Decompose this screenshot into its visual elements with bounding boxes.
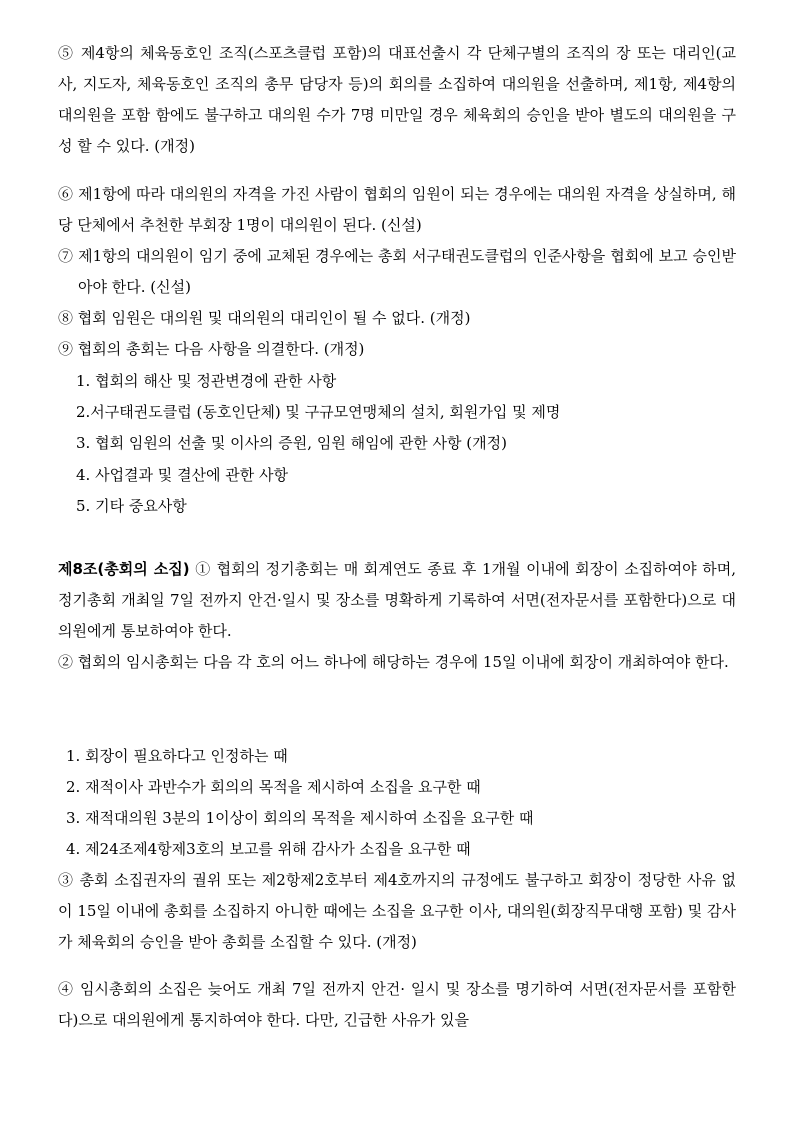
article-8-paragraph-2: ② 협회의 임시총회는 다음 각 호의 어느 하나에 해당하는 경우에 15일 이내에 회장이 개최하여야 한다. [58, 653, 729, 671]
paragraph-8: ⑧ 협회 임원은 대의원 및 대의원의 대리인이 될 수 없다. (개정) [58, 309, 471, 327]
article-8-p1-text: ① 협회의 정기총회는 매 회계연도 종료 후 1개월 이내에 회장이 소집하여야 하며, 정기총회 개최일 7일 전까지 안건·일시 및 장소를 명확하게 기록하여 서면(전자문서를 포함한다)으로 대의원에게 통보하여야 한다. [58, 560, 736, 640]
list-item: 4. 사업결과 및 결산에 관한 사항 [76, 466, 289, 484]
list-item: 5. 기타 중요사항 [76, 497, 187, 515]
paragraph-5: ⑤ 제4항의 체육동호인 조직(스포츠클럽 포함)의 대표선출시 각 단체구별의 조직의 장 또는 대리인(교사, 지도자, 체육동호인 조직의 총무 담당자 등)의 회의를 소집하여 대의원을 선출하며, 제1항, 제4항의 대의원을 포함 함에도 불구하고 대의원 수가 7명 미만일 경우 체육회의 승인을 받아 별도의 대의원을 구성 할 수 있다. (개정) [58, 44, 736, 155]
list-item: 4. 제24조제4항제3호의 보고를 위해 감사가 소집을 요구한 때 [66, 840, 471, 858]
article-8-paragraph-1 [58, 554, 736, 647]
list-item: 2. 재적이사 과반수가 회의의 목적을 제시하여 소집을 요구한 때 [66, 778, 481, 796]
article-8-paragraph-4: ④ 임시총회의 소집은 늦어도 개최 7일 전까지 안건· 일시 및 장소를 명기하여 서면(전자문서를 포함한다)으로 대의원에게 통지하여야 한다. 다만, 긴급한 사유가 있을 [58, 980, 736, 1029]
article-8-paragraph-3: ③ 총회 소집권자의 궐위 또는 제2항제2호부터 제4호까지의 규정에도 불구하고 회장이 정당한 사유 없이 15일 이내에 총회를 소집하지 아니한 때에는 소집을 요구한 이사, 대의원(회장직무대행 포함) 및 감사가 체육회의 승인을 받아 총회를 소집할 수 있다. (개정) [58, 871, 736, 951]
list-item: 3. 협회 임원의 선출 및 이사의 증원, 임원 해임에 관한 사항 (개정) [76, 434, 507, 452]
list-item: 3. 재적대의원 3분의 1이상이 회의의 목적을 제시하여 소집을 요구한 때 [66, 809, 534, 827]
paragraph-6: ⑥ 제1항에 따라 대의원의 자격을 가진 사람이 협회의 임원이 되는 경우에는 대의원 자격을 상실하며, 해당 단체에서 추천한 부회장 1명이 대의원이 된다. (신설) [58, 185, 736, 234]
article-8-heading: 제8조(총회의 소집) [58, 560, 190, 578]
paragraph-9: ⑨ 협회의 총회는 다음 사항을 의결한다. (개정) [58, 340, 365, 358]
list-item: 1. 회장이 필요하다고 인정하는 때 [66, 747, 288, 765]
list-item: 1. 협회의 해산 및 정관변경에 관한 사항 [76, 372, 337, 390]
list-item: 2.서구태권도클럽 (동호인단체) 및 구규모연맹체의 설치, 회원가입 및 제명 [76, 403, 561, 421]
paragraph-7: ⑦ 제1항의 대의원이 임기 중에 교체된 경우에는 총회 서구태권도클럽의 인준사항을 협회에 보고 승인받아야 한다. (신설) [58, 247, 736, 296]
